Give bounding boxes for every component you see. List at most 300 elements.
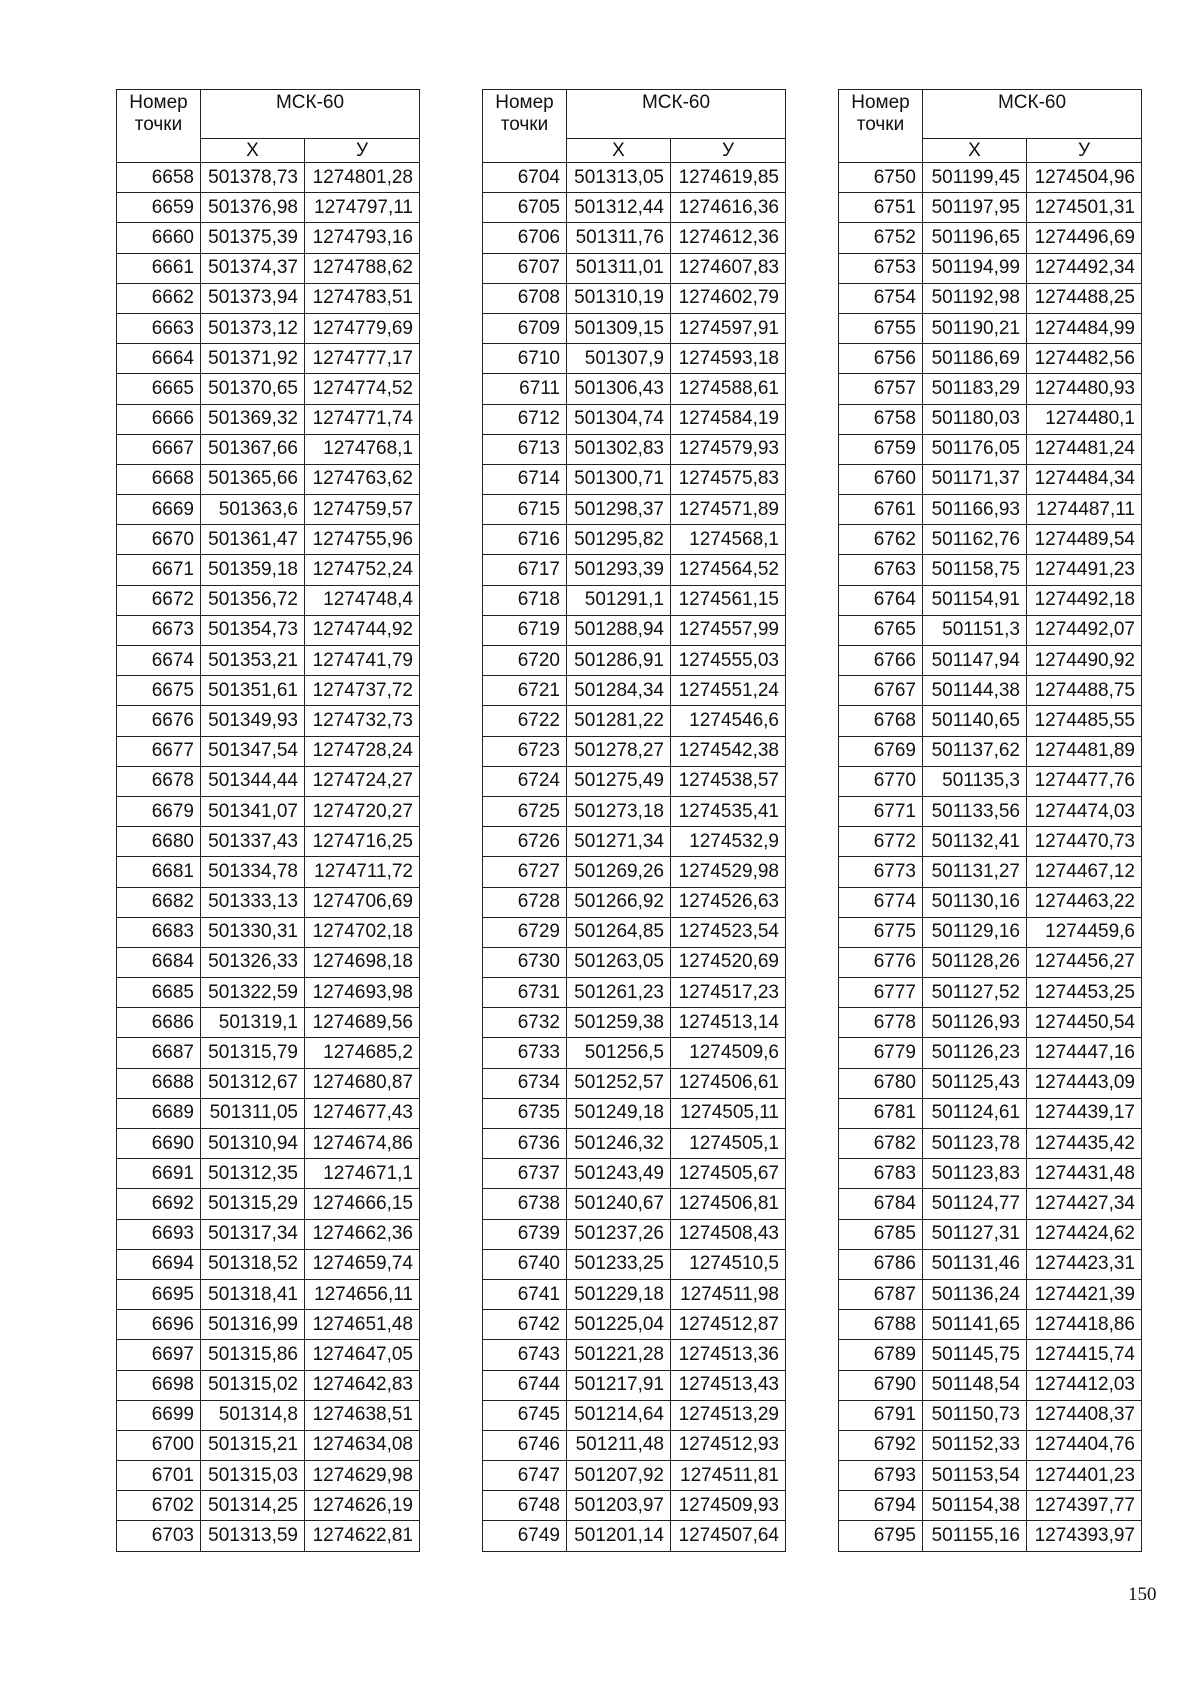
point-number-cell: 6754 — [839, 283, 923, 313]
x-coordinate-cell: 501353,21 — [201, 646, 305, 676]
table-row — [117, 1491, 420, 1521]
point-number-cell: 6695 — [117, 1279, 201, 1309]
y-coordinate-cell: 1274607,83 — [671, 253, 786, 283]
table-row — [839, 1008, 1142, 1038]
y-coordinate-cell: 1274616,36 — [671, 193, 786, 223]
table-row — [483, 766, 786, 796]
x-coordinate-cell: 501269,26 — [567, 857, 671, 887]
y-coordinate-cell: 1274421,39 — [1027, 1279, 1142, 1309]
y-coordinate-cell: 1274741,79 — [305, 646, 420, 676]
table-row — [483, 857, 786, 887]
point-number-cell: 6780 — [839, 1068, 923, 1098]
table-row — [117, 706, 420, 736]
table-row — [117, 1129, 420, 1159]
point-number-cell: 6775 — [839, 917, 923, 947]
x-coordinate-cell: 501315,86 — [201, 1340, 305, 1370]
y-coordinate-cell: 1274685,2 — [305, 1038, 420, 1068]
y-coordinate-cell: 1274431,48 — [1027, 1159, 1142, 1189]
point-number-header: Номер точки — [839, 90, 923, 163]
x-coordinate-cell: 501330,31 — [201, 917, 305, 947]
x-coordinate-cell: 501261,23 — [567, 978, 671, 1008]
x-coordinate-cell: 501314,25 — [201, 1491, 305, 1521]
y-coordinate-cell: 1274774,52 — [305, 374, 420, 404]
point-number-cell: 6745 — [483, 1400, 567, 1430]
table-row — [117, 434, 420, 464]
point-number-cell: 6781 — [839, 1098, 923, 1128]
table-row — [483, 1068, 786, 1098]
x-coordinate-cell: 501316,99 — [201, 1310, 305, 1340]
point-number-cell: 6724 — [483, 766, 567, 796]
table-row — [117, 1068, 420, 1098]
x-coordinate-cell: 501373,12 — [201, 313, 305, 343]
x-coordinate-cell: 501286,91 — [567, 646, 671, 676]
table-row — [483, 193, 786, 223]
y-coordinate-cell: 1274768,1 — [305, 434, 420, 464]
point-number-cell: 6711 — [483, 374, 567, 404]
x-coordinate-cell: 501211,48 — [567, 1430, 671, 1460]
x-coordinate-cell: 501145,75 — [923, 1340, 1027, 1370]
y-coordinate-cell: 1274480,1 — [1027, 404, 1142, 434]
table-row — [839, 495, 1142, 525]
table-row — [483, 1189, 786, 1219]
x-coordinate-cell: 501313,05 — [567, 163, 671, 193]
x-coordinate-cell: 501201,14 — [567, 1521, 671, 1551]
y-coordinate-cell: 1274490,92 — [1027, 646, 1142, 676]
x-column-header: Х — [567, 139, 671, 163]
table-row — [839, 1129, 1142, 1159]
x-coordinate-cell: 501298,37 — [567, 495, 671, 525]
point-number-cell: 6696 — [117, 1310, 201, 1340]
point-number-cell: 6670 — [117, 525, 201, 555]
x-coordinate-cell: 501318,52 — [201, 1249, 305, 1279]
y-coordinate-cell: 1274470,73 — [1027, 827, 1142, 857]
y-coordinate-cell: 1274443,09 — [1027, 1068, 1142, 1098]
table-row — [839, 344, 1142, 374]
x-coordinate-cell: 501378,73 — [201, 163, 305, 193]
table-body — [117, 163, 420, 1552]
y-coordinate-cell: 1274575,83 — [671, 464, 786, 494]
table-row — [839, 374, 1142, 404]
y-coordinate-cell: 1274487,11 — [1027, 495, 1142, 525]
x-coordinate-cell: 501315,29 — [201, 1189, 305, 1219]
point-number-cell: 6717 — [483, 555, 567, 585]
table-row — [483, 1159, 786, 1189]
table-row — [839, 1340, 1142, 1370]
table-row — [839, 193, 1142, 223]
y-column-header: У — [1027, 139, 1142, 163]
table-row — [117, 887, 420, 917]
y-coordinate-cell: 1274535,41 — [671, 796, 786, 826]
point-number-cell: 6764 — [839, 585, 923, 615]
point-number-cell: 6726 — [483, 827, 567, 857]
x-coordinate-cell: 501127,31 — [923, 1219, 1027, 1249]
table-row — [839, 1370, 1142, 1400]
point-number-cell: 6752 — [839, 223, 923, 253]
table-row — [483, 646, 786, 676]
x-column-header: Х — [201, 139, 305, 163]
y-coordinate-cell: 1274491,23 — [1027, 555, 1142, 585]
y-coordinate-cell: 1274561,15 — [671, 585, 786, 615]
y-coordinate-cell: 1274408,37 — [1027, 1400, 1142, 1430]
point-number-cell: 6733 — [483, 1038, 567, 1068]
point-number-cell: 6723 — [483, 736, 567, 766]
coordinates-table-2 — [482, 89, 786, 1552]
table-row — [483, 163, 786, 193]
table-row — [483, 253, 786, 283]
table-row — [483, 706, 786, 736]
point-number-cell: 6683 — [117, 917, 201, 947]
point-number-cell: 6713 — [483, 434, 567, 464]
point-number-cell: 6667 — [117, 434, 201, 464]
point-number-cell: 6744 — [483, 1370, 567, 1400]
y-coordinate-cell: 1274755,96 — [305, 525, 420, 555]
point-number-cell: 6703 — [117, 1521, 201, 1551]
table-row — [117, 1008, 420, 1038]
x-coordinate-cell: 501229,18 — [567, 1279, 671, 1309]
table-row — [117, 1249, 420, 1279]
x-coordinate-cell: 501371,92 — [201, 344, 305, 374]
y-coordinate-cell: 1274505,67 — [671, 1159, 786, 1189]
table-row — [483, 525, 786, 555]
table-row — [839, 978, 1142, 1008]
y-coordinate-cell: 1274564,52 — [671, 555, 786, 585]
x-coordinate-cell: 501233,25 — [567, 1249, 671, 1279]
y-coordinate-cell: 1274513,43 — [671, 1370, 786, 1400]
x-coordinate-cell: 501126,23 — [923, 1038, 1027, 1068]
table-row — [117, 1521, 420, 1551]
y-coordinate-cell: 1274424,62 — [1027, 1219, 1142, 1249]
x-coordinate-cell: 501141,65 — [923, 1310, 1027, 1340]
y-coordinate-cell: 1274759,57 — [305, 495, 420, 525]
point-number-cell: 6699 — [117, 1400, 201, 1430]
point-number-cell: 6664 — [117, 344, 201, 374]
table-row — [117, 1340, 420, 1370]
table-row — [839, 313, 1142, 343]
point-number-cell: 6787 — [839, 1279, 923, 1309]
x-coordinate-cell: 501147,94 — [923, 646, 1027, 676]
point-number-cell: 6689 — [117, 1098, 201, 1128]
table-row — [839, 1098, 1142, 1128]
x-coordinate-cell: 501373,94 — [201, 283, 305, 313]
point-number-cell: 6685 — [117, 978, 201, 1008]
x-coordinate-cell: 501312,67 — [201, 1068, 305, 1098]
x-coordinate-cell: 501135,3 — [923, 766, 1027, 796]
x-coordinate-cell: 501237,26 — [567, 1219, 671, 1249]
y-coordinate-cell: 1274482,56 — [1027, 344, 1142, 374]
x-coordinate-cell: 501199,45 — [923, 163, 1027, 193]
table-row — [117, 1189, 420, 1219]
y-coordinate-cell: 1274748,4 — [305, 585, 420, 615]
y-coordinate-cell: 1274674,86 — [305, 1129, 420, 1159]
y-coordinate-cell: 1274666,15 — [305, 1189, 420, 1219]
table-row — [117, 313, 420, 343]
table-row — [483, 1400, 786, 1430]
point-number-cell: 6755 — [839, 313, 923, 343]
point-number-cell: 6773 — [839, 857, 923, 887]
x-coordinate-cell: 501158,75 — [923, 555, 1027, 585]
table-row — [839, 1249, 1142, 1279]
point-number-cell: 6763 — [839, 555, 923, 585]
x-coordinate-cell: 501359,18 — [201, 555, 305, 585]
table-body — [839, 163, 1142, 1552]
x-coordinate-cell: 501311,76 — [567, 223, 671, 253]
point-number-cell: 6768 — [839, 706, 923, 736]
point-number-cell: 6793 — [839, 1461, 923, 1491]
table-row — [117, 495, 420, 525]
x-coordinate-cell: 501123,78 — [923, 1129, 1027, 1159]
point-number-cell: 6693 — [117, 1219, 201, 1249]
y-coordinate-cell: 1274507,64 — [671, 1521, 786, 1551]
y-coordinate-cell: 1274481,24 — [1027, 434, 1142, 464]
x-coordinate-cell: 501266,92 — [567, 887, 671, 917]
y-coordinate-cell: 1274504,96 — [1027, 163, 1142, 193]
y-coordinate-cell: 1274393,97 — [1027, 1521, 1142, 1551]
table-row — [839, 434, 1142, 464]
y-coordinate-cell: 1274689,56 — [305, 1008, 420, 1038]
y-coordinate-cell: 1274702,18 — [305, 917, 420, 947]
x-coordinate-cell: 501259,38 — [567, 1008, 671, 1038]
y-coordinate-cell: 1274680,87 — [305, 1068, 420, 1098]
table-row — [839, 796, 1142, 826]
point-number-cell: 6674 — [117, 646, 201, 676]
table-row — [117, 1430, 420, 1460]
x-coordinate-cell: 501347,54 — [201, 736, 305, 766]
table-row — [839, 283, 1142, 313]
y-coordinate-cell: 1274698,18 — [305, 947, 420, 977]
y-coordinate-cell: 1274508,43 — [671, 1219, 786, 1249]
y-coordinate-cell: 1274724,27 — [305, 766, 420, 796]
table-row — [839, 253, 1142, 283]
y-coordinate-cell: 1274737,72 — [305, 676, 420, 706]
point-number-cell: 6782 — [839, 1129, 923, 1159]
y-coordinate-cell: 1274732,73 — [305, 706, 420, 736]
table-row — [117, 193, 420, 223]
point-number-cell: 6686 — [117, 1008, 201, 1038]
point-number-cell: 6704 — [483, 163, 567, 193]
y-coordinate-cell: 1274629,98 — [305, 1461, 420, 1491]
x-coordinate-cell: 501365,66 — [201, 464, 305, 494]
y-coordinate-cell: 1274526,63 — [671, 887, 786, 917]
y-coordinate-cell: 1274612,36 — [671, 223, 786, 253]
x-coordinate-cell: 501275,49 — [567, 766, 671, 796]
table-row — [117, 1400, 420, 1430]
table-row — [483, 796, 786, 826]
point-number-cell: 6779 — [839, 1038, 923, 1068]
point-number-cell: 6756 — [839, 344, 923, 374]
table-row — [483, 374, 786, 404]
x-coordinate-cell: 501154,91 — [923, 585, 1027, 615]
x-coordinate-cell: 501225,04 — [567, 1310, 671, 1340]
table-row — [839, 615, 1142, 645]
x-coordinate-cell: 501315,79 — [201, 1038, 305, 1068]
x-coordinate-cell: 501186,69 — [923, 344, 1027, 374]
y-coordinate-cell: 1274706,69 — [305, 887, 420, 917]
table-row — [483, 1340, 786, 1370]
point-number-cell: 6694 — [117, 1249, 201, 1279]
table-row — [117, 827, 420, 857]
x-coordinate-cell: 501344,44 — [201, 766, 305, 796]
point-number-cell: 6757 — [839, 374, 923, 404]
x-coordinate-cell: 501281,22 — [567, 706, 671, 736]
y-coordinate-cell: 1274511,81 — [671, 1461, 786, 1491]
y-coordinate-cell: 1274496,69 — [1027, 223, 1142, 253]
point-number-cell: 6718 — [483, 585, 567, 615]
x-coordinate-cell: 501341,07 — [201, 796, 305, 826]
table-row — [117, 676, 420, 706]
point-number-cell: 6680 — [117, 827, 201, 857]
x-coordinate-cell: 501153,54 — [923, 1461, 1027, 1491]
table-row — [483, 1521, 786, 1551]
y-coordinate-cell: 1274481,89 — [1027, 736, 1142, 766]
x-coordinate-cell: 501166,93 — [923, 495, 1027, 525]
y-coordinate-cell: 1274557,99 — [671, 615, 786, 645]
point-number-cell: 6665 — [117, 374, 201, 404]
x-coordinate-cell: 501144,38 — [923, 676, 1027, 706]
point-number-cell: 6735 — [483, 1098, 567, 1128]
table-row — [483, 1370, 786, 1400]
x-coordinate-cell: 501136,24 — [923, 1279, 1027, 1309]
y-coordinate-cell: 1274512,87 — [671, 1310, 786, 1340]
table-row — [483, 495, 786, 525]
y-coordinate-cell: 1274415,74 — [1027, 1340, 1142, 1370]
table-row — [483, 1219, 786, 1249]
x-coordinate-cell: 501203,97 — [567, 1491, 671, 1521]
y-coordinate-cell: 1274463,22 — [1027, 887, 1142, 917]
table-row — [117, 1159, 420, 1189]
x-coordinate-cell: 501300,71 — [567, 464, 671, 494]
x-coordinate-cell: 501150,73 — [923, 1400, 1027, 1430]
table-row — [483, 947, 786, 977]
y-coordinate-cell: 1274771,74 — [305, 404, 420, 434]
y-coordinate-cell: 1274777,17 — [305, 344, 420, 374]
y-coordinate-cell: 1274651,48 — [305, 1310, 420, 1340]
point-number-cell: 6730 — [483, 947, 567, 977]
y-coordinate-cell: 1274485,55 — [1027, 706, 1142, 736]
y-coordinate-cell: 1274459,6 — [1027, 917, 1142, 947]
point-number-cell: 6661 — [117, 253, 201, 283]
point-number-cell: 6675 — [117, 676, 201, 706]
y-coordinate-cell: 1274622,81 — [305, 1521, 420, 1551]
point-number-cell: 6750 — [839, 163, 923, 193]
point-number-cell: 6682 — [117, 887, 201, 917]
x-coordinate-cell: 501310,19 — [567, 283, 671, 313]
y-coordinate-cell: 1274397,77 — [1027, 1491, 1142, 1521]
point-number-cell: 6741 — [483, 1279, 567, 1309]
point-number-cell: 6725 — [483, 796, 567, 826]
y-coordinate-cell: 1274418,86 — [1027, 1310, 1142, 1340]
table-row — [483, 917, 786, 947]
y-coordinate-cell: 1274513,36 — [671, 1340, 786, 1370]
table-row — [839, 223, 1142, 253]
x-coordinate-cell: 501124,77 — [923, 1189, 1027, 1219]
table-row — [839, 1279, 1142, 1309]
point-number-cell: 6766 — [839, 646, 923, 676]
point-number-cell: 6767 — [839, 676, 923, 706]
x-coordinate-cell: 501295,82 — [567, 525, 671, 555]
x-coordinate-cell: 501361,47 — [201, 525, 305, 555]
point-number-cell: 6659 — [117, 193, 201, 223]
y-coordinate-cell: 1274501,31 — [1027, 193, 1142, 223]
x-coordinate-cell: 501317,34 — [201, 1219, 305, 1249]
table-row — [483, 1279, 786, 1309]
x-coordinate-cell: 501196,65 — [923, 223, 1027, 253]
point-number-cell: 6759 — [839, 434, 923, 464]
table-row — [117, 525, 420, 555]
table-row — [483, 585, 786, 615]
point-number-cell: 6658 — [117, 163, 201, 193]
x-coordinate-cell: 501130,16 — [923, 887, 1027, 917]
y-coordinate-cell: 1274474,03 — [1027, 796, 1142, 826]
table-row — [483, 1310, 786, 1340]
point-number-cell: 6774 — [839, 887, 923, 917]
point-number-cell: 6719 — [483, 615, 567, 645]
point-number-cell: 6681 — [117, 857, 201, 887]
x-coordinate-cell: 501214,64 — [567, 1400, 671, 1430]
x-coordinate-cell: 501176,05 — [923, 434, 1027, 464]
coordinate-system-header: МСК-60 — [923, 90, 1142, 139]
table-row — [839, 585, 1142, 615]
y-coordinate-cell: 1274509,6 — [671, 1038, 786, 1068]
y-coordinate-cell: 1274513,14 — [671, 1008, 786, 1038]
table-row — [117, 585, 420, 615]
point-number-cell: 6790 — [839, 1370, 923, 1400]
x-coordinate-cell: 501284,34 — [567, 676, 671, 706]
point-number-cell: 6669 — [117, 495, 201, 525]
y-coordinate-cell: 1274642,83 — [305, 1370, 420, 1400]
y-coordinate-cell: 1274801,28 — [305, 163, 420, 193]
x-coordinate-cell: 501288,94 — [567, 615, 671, 645]
y-coordinate-cell: 1274484,99 — [1027, 313, 1142, 343]
point-number-cell: 6700 — [117, 1430, 201, 1460]
x-coordinate-cell: 501333,13 — [201, 887, 305, 917]
table-row — [839, 1068, 1142, 1098]
point-number-cell: 6676 — [117, 706, 201, 736]
point-number-cell: 6684 — [117, 947, 201, 977]
x-coordinate-cell: 501137,62 — [923, 736, 1027, 766]
point-number-cell: 6738 — [483, 1189, 567, 1219]
y-coordinate-cell: 1274546,6 — [671, 706, 786, 736]
point-number-cell: 6795 — [839, 1521, 923, 1551]
x-coordinate-cell: 501367,66 — [201, 434, 305, 464]
y-coordinate-cell: 1274447,16 — [1027, 1038, 1142, 1068]
point-number-cell: 6691 — [117, 1159, 201, 1189]
x-coordinate-cell: 501291,1 — [567, 585, 671, 615]
table-row — [483, 676, 786, 706]
point-number-cell: 6789 — [839, 1340, 923, 1370]
x-coordinate-cell: 501129,16 — [923, 917, 1027, 947]
table-row — [839, 676, 1142, 706]
x-coordinate-cell: 501123,83 — [923, 1159, 1027, 1189]
x-coordinate-cell: 501152,33 — [923, 1430, 1027, 1460]
point-number-cell: 6747 — [483, 1461, 567, 1491]
point-number-cell: 6736 — [483, 1129, 567, 1159]
x-coordinate-cell: 501318,41 — [201, 1279, 305, 1309]
table-row — [117, 1310, 420, 1340]
x-coordinate-cell: 501374,37 — [201, 253, 305, 283]
table-row — [117, 555, 420, 585]
point-number-cell: 6777 — [839, 978, 923, 1008]
point-number-cell: 6784 — [839, 1189, 923, 1219]
table-row — [483, 223, 786, 253]
x-coordinate-cell: 501240,67 — [567, 1189, 671, 1219]
x-coordinate-cell: 501131,46 — [923, 1249, 1027, 1279]
y-coordinate-cell: 1274711,72 — [305, 857, 420, 887]
point-number-cell: 6791 — [839, 1400, 923, 1430]
table-row — [839, 163, 1142, 193]
y-coordinate-cell: 1274523,54 — [671, 917, 786, 947]
table-row — [483, 1461, 786, 1491]
y-coordinate-cell: 1274788,62 — [305, 253, 420, 283]
